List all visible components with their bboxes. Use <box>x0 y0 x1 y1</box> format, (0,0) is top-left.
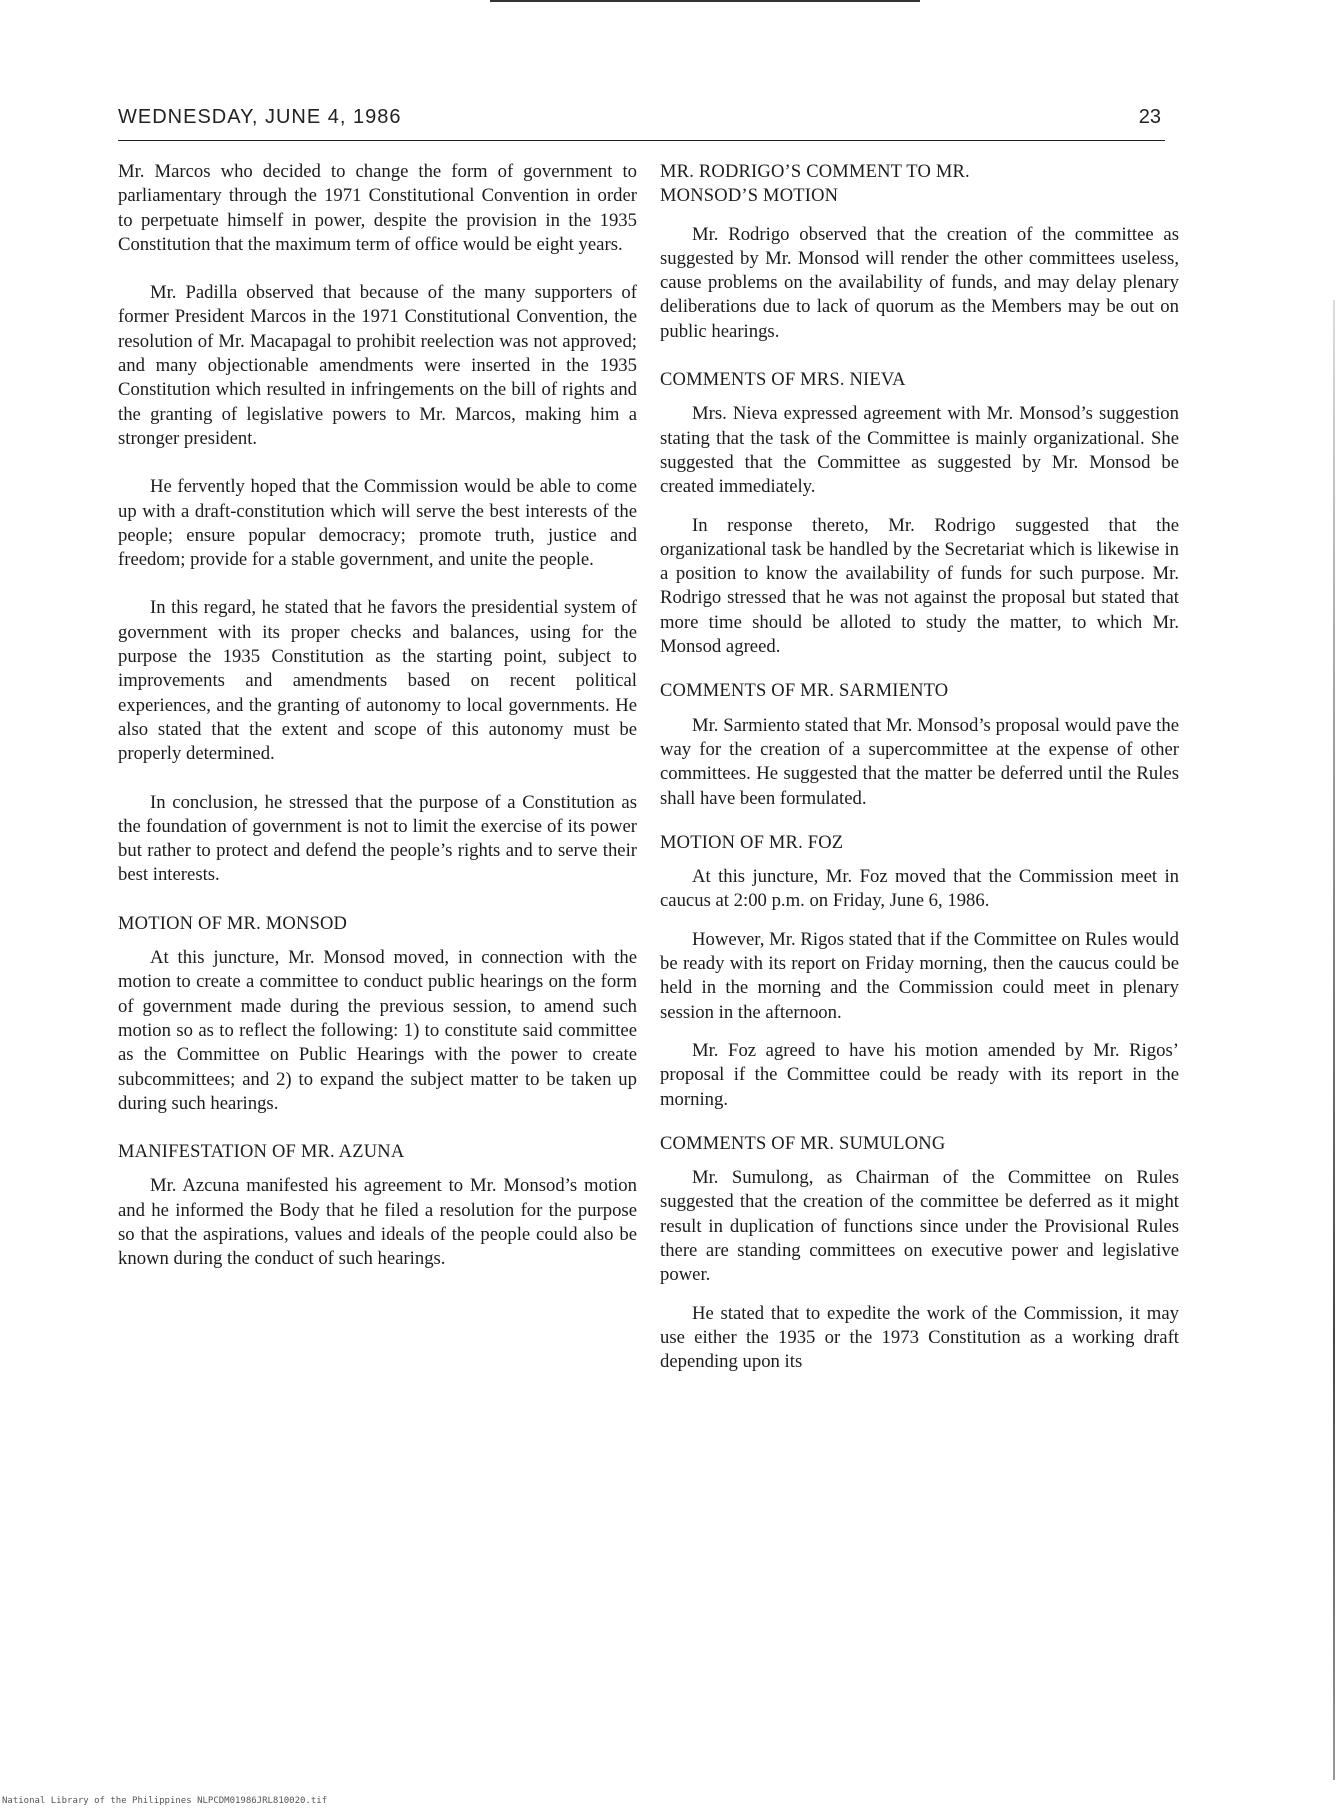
paragraph: Mrs. Nieva expressed agreement with Mr. Monsod’s suggestion stating that the task of the Committee is mainly organizational. She suggested that the Committee as suggested by Mr. Monsod be created immediately. <box>660 403 1179 498</box>
paragraph: Mr. Azcuna manifested his agreement to Mr. Monsod’s motion and he informed the Body that he filed a resolution for the purpose so that the aspirations, values and ideals of the people could also be known during the conduct of such hearings. <box>118 1175 637 1270</box>
left-column <box>118 160 637 1272</box>
paragraph: In response thereto, Mr. Rodrigo suggested that the organizational task be handled by the Secretariat which is likewise in a position to know the availability of funds for such purpose. Mr. Rodrigo stressed that he was not against the proposal but stated that more time should be alloted to study the matter, to which Mr. Monsod agreed. <box>660 514 1179 658</box>
archive-stamp: National Library of the Philippines NLPCDM01986JRL810020.tif <box>2 1796 328 1806</box>
paragraph: He stated that to expedite the work of the Commission, it may use either the 1935 or the 1973 Constitution as a working draft depending upon its <box>660 1302 1179 1373</box>
paragraph: He fervently hoped that the Commission would be able to come up with a draft-constitution which will serve the best interests of the people; ensure popular democracy; promote truth, justice and freedom; provide for a stable government, and unite the people. <box>118 476 637 571</box>
section-heading: MOTION OF MR. FOZ <box>660 832 844 853</box>
section-heading: MR. RODRIGO’S COMMENT TO MR. MONSOD’S MOTION <box>660 162 970 207</box>
page-number: 23 <box>1138 106 1161 128</box>
section-heading: MANIFESTATION OF MR. AZUNA <box>118 1142 405 1163</box>
paragraph: In conclusion, he stressed that the purpose of a Constitution as the foundation of government is not to limit the exercise of its power but rather to protect and defend the people’s rights and to serve their best interests. <box>118 791 637 886</box>
top-scan-rule <box>490 0 920 6</box>
paragraph: In this regard, he stated that he favors the presidential system of government with its proper checks and balances, using for the purpose the 1935 Constitution as the starting point, subject to improvements and amendments based on recent political experiences, and the granting of autonomy to local governments. He also stated that the extent and scope of this autonomy must be properly determined. <box>118 597 637 765</box>
paragraph: Mr. Sumulong, as Chairman of the Committee on Rules suggested that the creation of the committee be deferred as it might result in duplication of functions since under the Provisional Rules there are standing committees on executive power and legislative power. <box>660 1167 1179 1286</box>
paragraph: At this juncture, Mr. Monsod moved, in connection with the motion to create a committee to conduct public hearings on the form of government made during the previous session, to amend such motion so as to reflect the following: 1) to constitute said committee as the Committee on Public Hearings with the power to create subcommittees; and 2) to expand the subject matter to be taken up during such hearings. <box>118 947 637 1114</box>
paragraph: However, Mr. Rigos stated that if the Committee on Rules would be ready with its report on Friday morning, then the caucus could be held in the morning and the Commission could meet in plenary session in the afternoon. <box>660 928 1179 1023</box>
section-heading: COMMENTS OF MR. SARMIENTO <box>660 681 949 702</box>
paragraph: Mr. Sarmiento stated that Mr. Monsod’s proposal would pave the way for the creation of a supercommittee at the expense of other committees. He suggested that the matter be deferred until the Rules shall have been formulated. <box>660 714 1179 809</box>
paragraph: Mr. Padilla observed that because of the many supporters of former President Marcos in the 1971 Constitutional Convention, the resolution of Mr. Macapagal to prohibit reelection was not approved; and many objectionable amendments were inserted in the 1935 Constitution which resulted in infringements on the bill of rights and the granting of legislative powers to Mr. Marcos, making him a stronger president. <box>118 282 637 449</box>
paragraph: Mr. Marcos who decided to change the form of government to parliamentary through the 1971 Constitutional Convention in order to perpetuate himself in power, despite the provision in the 1935 Constitution that the maximum term of office would be eight years. <box>118 161 637 255</box>
section-heading: MOTION OF MR. MONSOD <box>118 913 348 934</box>
page-header <box>118 104 1165 141</box>
scan-edge-shadow <box>1333 300 1335 1780</box>
header-date: WEDNESDAY, JUNE 4, 1986 <box>118 106 402 128</box>
section-heading: COMMENTS OF MR. SUMULONG <box>660 1133 946 1154</box>
paragraph: Mr. Rodrigo observed that the creation of the committee as suggested by Mr. Monsod will render the other committees useless, cause problems on the availability of funds, and may delay plenary deliberations due to lack of quorum as the Members may be out on public hearings. <box>660 223 1179 342</box>
paragraph: At this juncture, Mr. Foz moved that the Commission meet in caucus at 2:00 p.m. on Friday, June 6, 1986. <box>660 866 1179 912</box>
paragraph: Mr. Foz agreed to have his motion amended by Mr. Rigos’ proposal if the Committee could be ready with its report in the morning. <box>660 1039 1179 1110</box>
right-column <box>660 160 1179 1374</box>
section-heading: COMMENTS OF MRS. NIEVA <box>660 370 906 391</box>
